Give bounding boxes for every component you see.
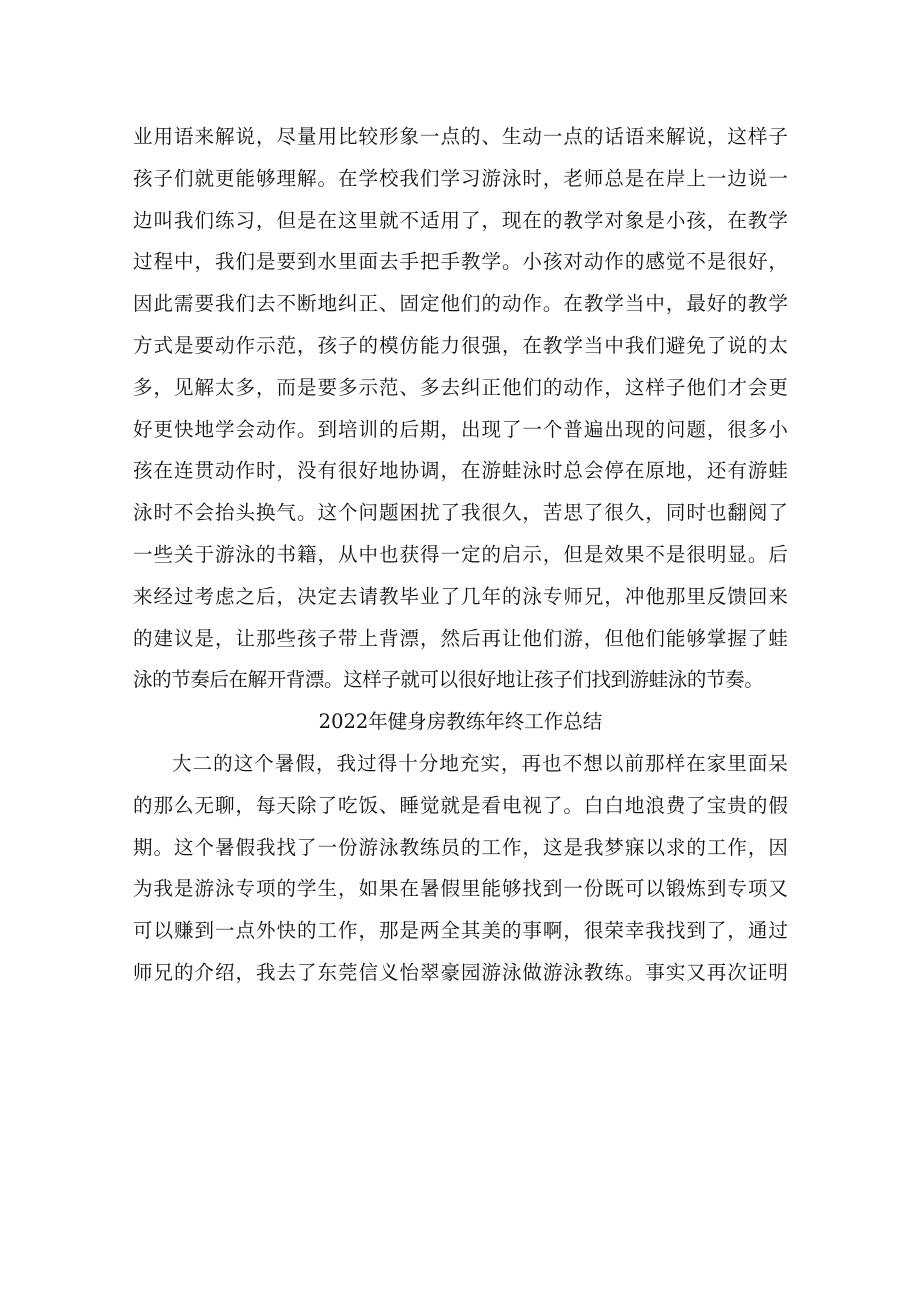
paragraph-1-line: 的建议是，让那些孩子带上背漂，然后再让他们游，但他们能够掌握了蛙 <box>133 626 788 650</box>
section-heading: 2022年健身房教练年终工作总结 <box>318 710 603 734</box>
paragraph-2-line: 为我是游泳专项的学生，如果在暑假里能够找到一份既可以锻炼到专项又 <box>133 877 788 901</box>
paragraph-2-line: 师兄的介绍，我去了东莞信义怡翠豪园游泳做游泳教练。事实又再次证明 <box>133 960 788 984</box>
document-body <box>133 116 793 994</box>
paragraph-1-line: 业用语来解说，尽量用比较形象一点的、生动一点的话语来解说，这样子 <box>133 125 788 148</box>
paragraph-2-line: 可以赚到一点外快的工作，那是两全其美的事啊，很荣幸我找到了，通过 <box>133 919 788 943</box>
paragraph-1-line: 过程中，我们是要到水里面去手把手教学。小孩对动作的感觉不是很好， <box>133 250 788 274</box>
paragraph-1-line: 多，见解太多，而是要多示范、多去纠正他们的动作，这样子他们才会更 <box>133 375 788 399</box>
paragraph-1-line: 孩子们就更能够理解。在学校我们学习游泳时，老师总是在岸上一边说一 <box>133 166 788 190</box>
paragraph-1-line: 方式是要动作示范，孩子的模仿能力很强，在教学当中我们避免了说的太 <box>133 333 788 357</box>
paragraph-1-line: 边叫我们练习，但是在这里就不适用了，现在的教学对象是小孩，在教学 <box>133 208 788 232</box>
paragraph-2-first-line: 大二的这个暑假，我过得十分地充实，再也不想以前那样在家里面呆 <box>172 751 788 775</box>
paragraph-1-line: 来经过考虑之后，决定去请教毕业了几年的泳专师兄，冲他那里反馈回来 <box>133 584 788 608</box>
paragraph-1-last-line: 泳的节奏后在解开背漂。这样子就可以很好地让孩子们找到游蛙泳的节奏。 <box>133 668 764 692</box>
paragraph-1-line: 因此需要我们去不断地纠正、固定他们的动作。在教学当中，最好的教学 <box>133 292 788 316</box>
paragraph-1-line: 泳时不会抬头换气。这个问题困扰了我很久，苦思了很久，同时也翻阅了 <box>133 501 788 525</box>
paragraph-1-line: 好更快地学会动作。到培训的后期，出现了一个普遍出现的问题，很多小 <box>133 417 788 441</box>
paragraph-2-line: 期。这个暑假我找了一份游泳教练员的工作，这是我梦寐以求的工作，因 <box>133 835 788 859</box>
paragraph-2-line: 的那么无聊，每天除了吃饭、睡觉就是看电视了。白白地浪费了宝贵的假 <box>133 793 788 817</box>
paragraph-1-line: 孩在连贯动作时，没有很好地协调，在游蛙泳时总会停在原地，还有游蛙 <box>133 459 788 483</box>
paragraph-1-line: 一些关于游泳的书籍，从中也获得一定的启示，但是效果不是很明显。后 <box>133 542 788 566</box>
